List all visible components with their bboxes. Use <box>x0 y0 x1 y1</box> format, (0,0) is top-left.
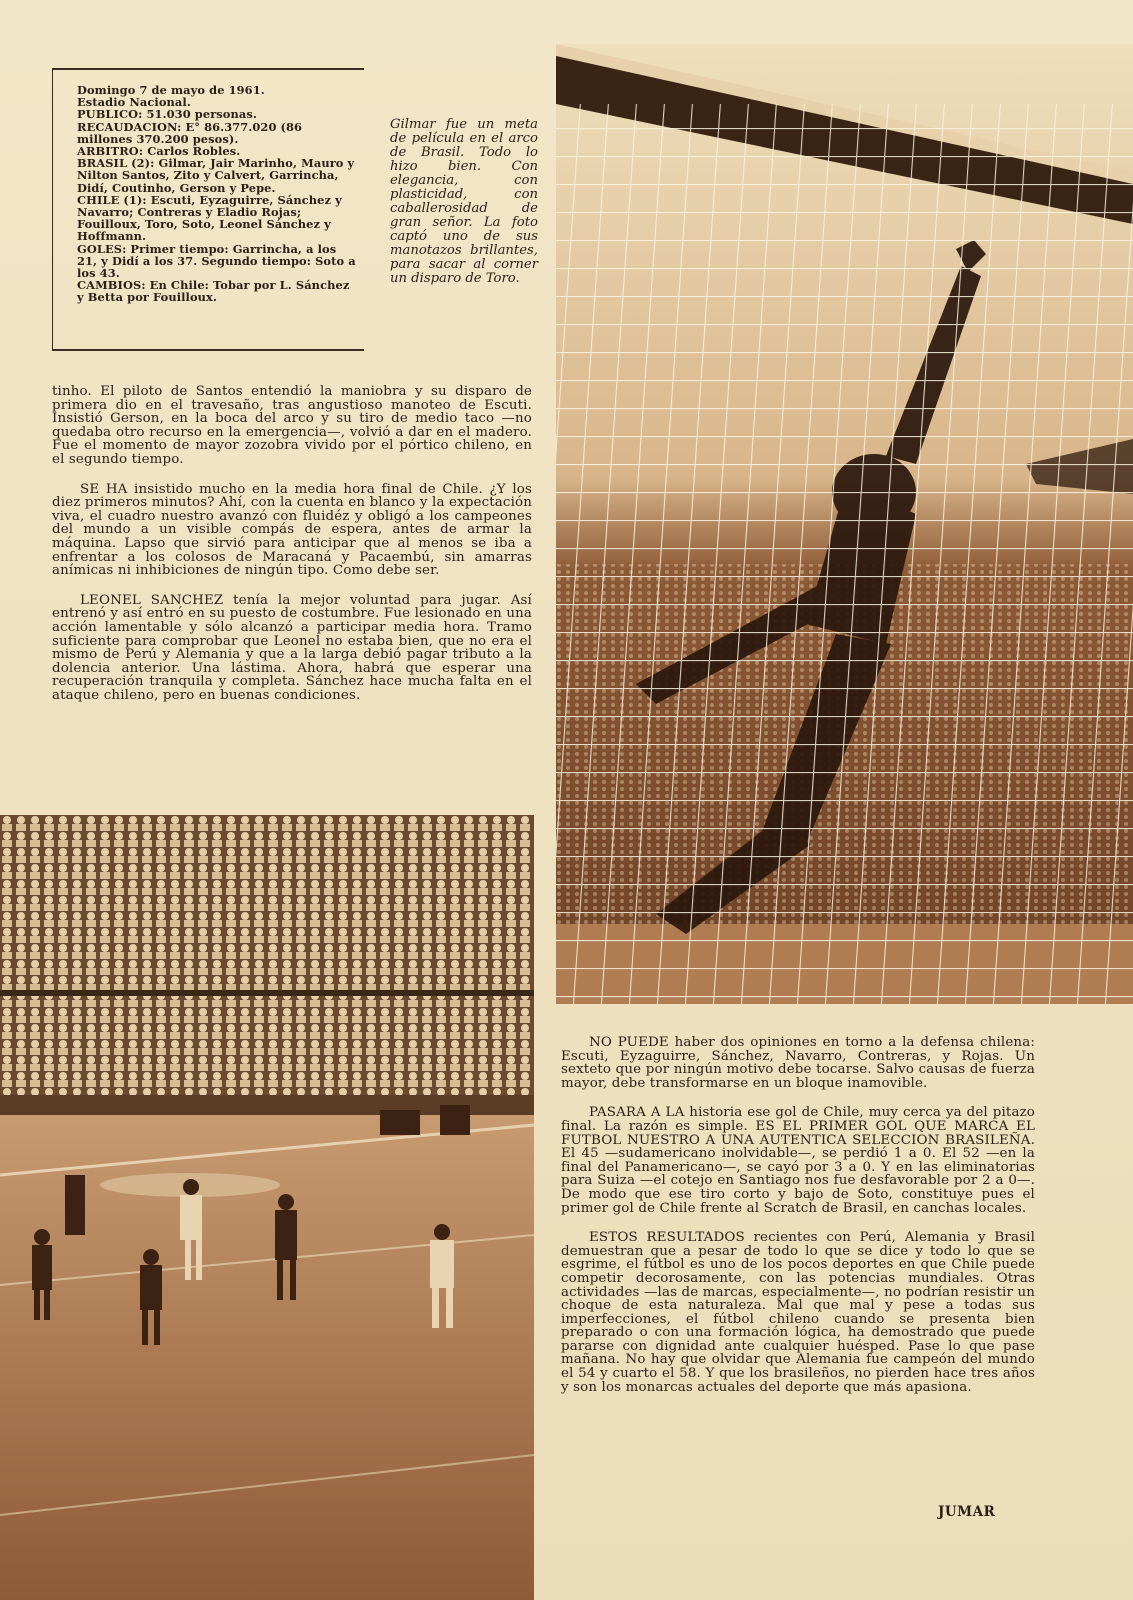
match-attendance: PUBLICO: 51.030 personas. <box>77 107 257 122</box>
lineup-chile: CHILE (1): Escuti, Eyzaguirre, Sánchez y Navarro; Contreras y Eladio Rojas; Fouilloux, Toro, Soto, Leonel Sánchez y Hoffmann. <box>77 192 342 244</box>
match-substitutions: CAMBIOS: En Chile: Tobar por L. Sánchez y Betta por Fouilloux. <box>77 278 350 305</box>
match-action-photo <box>0 815 534 1600</box>
paragraph: SE HA insistido mucho en la media hora final de Chile. ¿Y los diez primeros minutos? Ahí, con la cuenta en blanco y la expectación viva, el cuadro nuestro avanzó con fluidéz y obligó a los campeones del mundo a un visible compás de espera, antes de armar la máquina. Lapso que sirvió para anticipar que al menos se iba a enfrentar a los colosos de Maracaná y Pacaembú, sin amarras anímicas ni inhibiciones de ningún tipo. Como debe ser. <box>52 481 532 579</box>
match-info-card <box>52 68 364 351</box>
left-article-column <box>52 385 532 718</box>
match-action-photo-art <box>0 815 534 1600</box>
paragraph: LEONEL SANCHEZ tenía la mejor voluntad para jugar. Así entrenó y así entró en su puesto de costumbre. Fue lesionado en una acción lamentable y sólo alcanzó a participar media hora. Tramo suficiente para comprobar que Leonel no estaba bien, que no era el mismo de Perú y Alemania y que a la larga debió pagar tributo a la dolencia anterior. Una lástima. Ahora, habrá que esperar una recuperación tranquila y completa. Sánchez hace mucha falta en el ataque chileno, pero en buenas condiciones. <box>52 592 532 703</box>
goalkeeper-save-photo <box>556 44 1133 1004</box>
paragraph: tinho. El piloto de Santos entendió la maniobra y su disparo de primera dio en el travesaño, tras angustioso manoteo de Escuti. Insistió Gerson, en la boca del arco y su tiro de medio taco —no quedaba otro recurso en la emergencia—, volvió a dar en el madero. Fue el momento de mayor zozobra vivido por el pórtico chileno, en el segundo tiempo. <box>52 384 532 467</box>
paragraph: ESTOS RESULTADOS recientes con Perú, Alemania y Brasil demuestran que a pesar de todo lo que se dice y todo lo que se esgrime, el fútbol es uno de los pocos deportes en que Chile puede competir decorosamente, con las potencias mundiales. Otras actividades —las de marcas, especialmente—, no podrían resistir un choque de esta naturaleza. Mal que mal y pese a todas sus imperfecciones, el fútbol chileno cuando se presenta bien preparado o con una formación lógica, ha demostrado que puede pararse con dignidad ante cualquier huésped. Pase lo que pase mañana. No hay que olvidar que Alemania fue campeón del mundo el 54 y cuarto el 58. Y que los brasileños, no pierden hace tres años y son los monarcas actuales del deporte que más apasiona. <box>561 1230 1035 1395</box>
match-goals: GOLES: Primer tiempo: Garrincha, a los 21, y Didí a los 37. Segundo tiempo: Soto a los 43. <box>77 241 356 281</box>
match-revenue: RECAUDACION: E° 86.377.020 (86 millones 370.200 pesos). <box>77 119 303 146</box>
author-signature: JUMAR <box>938 1504 996 1520</box>
right-article-column <box>561 1036 1035 1410</box>
goalkeeper-photo-art <box>556 44 1133 1004</box>
match-venue: Estadio Nacional. <box>77 95 191 110</box>
lineup-brasil: BRASIL (2): Gilmar, Jair Marinho, Mauro y Nilton Santos, Zito y Calvert, Garrincha, Didí, Coutinho, Gerson y Pepe. <box>77 156 355 195</box>
match-date: Domingo 7 de mayo de 1961. <box>77 83 265 97</box>
photo-caption: Gilmar fue un meta de película en el arco de Brasil. Todo lo hizo bien. Con elegancia, con plasticidad, con caballerosidad de gran señor. La foto captó uno de sus manotazos brillantes, para sacar al corner un disparo de Toro. <box>390 117 538 286</box>
match-referee: ARBITRO: Carlos Robles. <box>77 144 241 159</box>
paragraph: NO PUEDE haber dos opiniones en torno a la defensa chilena: Escuti, Eyzaguirre, Sánchez, Navarro, Contreras, y Rojas. Un sexteto que por ningún motivo debe tocarse. Salvo causas de fuerza mayor, debe transformarse en un bloque inamovible. <box>561 1035 1035 1091</box>
paragraph: PASARA A LA historia ese gol de Chile, muy cerca ya del pitazo final. La razón es simple. ES EL PRIMER GOL QUE MARCA EL FUTBOL NUESTRO A UNA AUTENTICA SELECCION BRASILEÑA. El 45 —sudamericano inolvidable—, se perdió 1 a 0. El 52 —en la final del Panamericano—, se cayó por 3 a 0. Y en las eliminatorias para Suiza —el cotejo en Santiago nos fue desfavorable por 2 a 0—. De modo que ese tiro corto y bajo de Soto, constituye pues el primer gol de Chile frente al Scratch de Brasil, en canchas locales. <box>561 1105 1035 1216</box>
